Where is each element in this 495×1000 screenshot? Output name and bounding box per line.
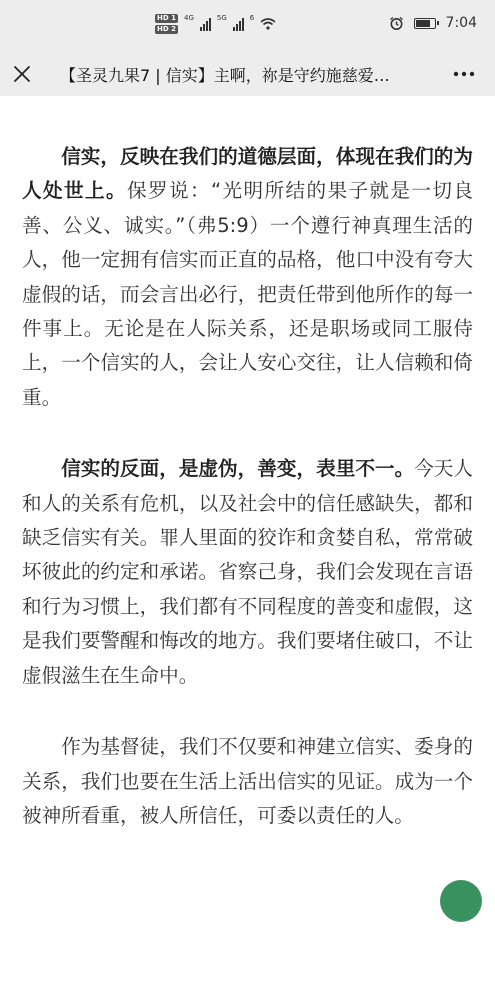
floating-action-button[interactable] — [440, 880, 482, 922]
paragraph-2-lead: 信实的反面，是虚伪，善变，表里不一。 — [61, 457, 415, 481]
article-body — [0, 96, 495, 1000]
network-indicators — [155, 14, 276, 34]
signal-icon-1 — [200, 17, 211, 31]
alarm-icon — [389, 16, 404, 31]
paragraph-1 — [22, 140, 473, 415]
paragraph-3-text: 作为基督徒，我们不仅要和神建立信实、委身的关系，我们也要在生活上活出信实的见证。成为一个被神所看重，被人所信任，可委以责任的人。 — [22, 735, 473, 827]
paragraph-2-text: 今天人和人的关系有危机，以及社会中的信任感缺失，都和缺乏信实有关。罪人里面的狡诈和贪婪自私，常常破坏彼此的约定和承诺。省察己身，我们会发现在言语和行为习惯上，我们都有不同程度的善变和虚假，这是我们要警醒和悔改的地方。我们要堵住破口，不让虚假滋生在生命中。 — [22, 457, 474, 687]
hd-badges — [155, 14, 178, 34]
status-right — [389, 15, 477, 31]
paragraph-3 — [22, 730, 473, 833]
clock: 7:04 — [445, 15, 477, 31]
paragraph-1-lead: 信实，反映在我们的道德层面，体现在我们的为人处世上。 — [22, 145, 473, 203]
network-type-1: 4G — [183, 14, 194, 22]
paragraph-1-text: 保罗说：“光明所结的果子就是一切良善、公义、诚实。”（弗5:9）一个遵行神真理生活的人，他一定拥有信实而正直的品格，他口中没有夸大虚假的话，而会言出必行，把责任带到他所作的每一件事上。无论是在人际关系，还是职场或同工服侍上，一个信实的人，会让人安心交往，让人信赖和倚重。 — [22, 179, 474, 409]
paragraph-2 — [22, 452, 473, 693]
battery-level — [416, 20, 430, 27]
page-title: 【圣灵九果7 | 信实】主啊，祢是守约施慈爱… — [60, 66, 390, 85]
close-icon[interactable] — [8, 60, 36, 88]
hd2-badge: HD 2 — [157, 25, 176, 33]
network-type-3: 6 — [249, 14, 255, 22]
more-options-icon[interactable] — [449, 62, 479, 86]
network-type-2: 5G — [216, 14, 227, 22]
signal-icon-2 — [233, 17, 244, 31]
wifi-icon — [260, 18, 276, 30]
nav-bar — [0, 52, 495, 96]
battery-icon — [414, 18, 436, 29]
status-bar — [0, 0, 495, 52]
hd1-badge: HD 1 — [157, 14, 176, 22]
